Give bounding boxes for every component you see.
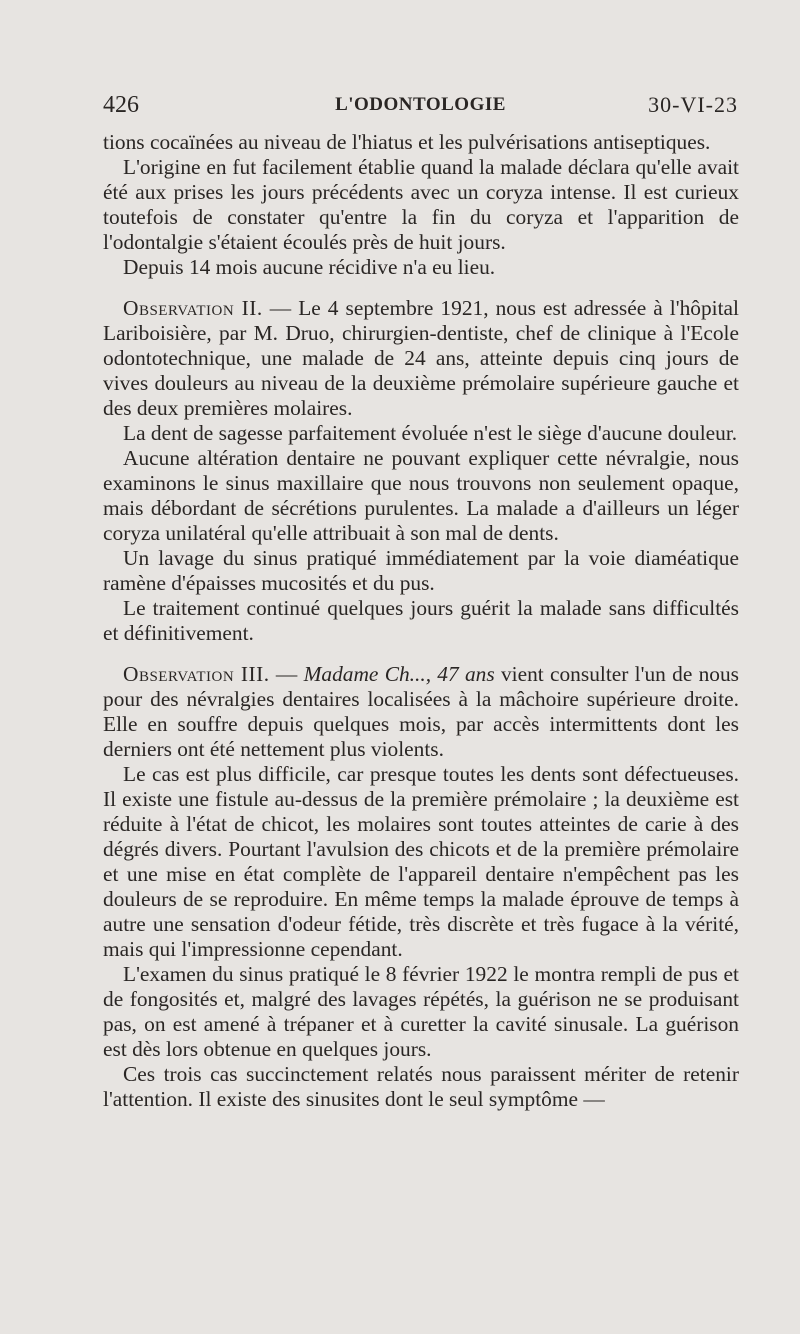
observation-2 <box>103 296 739 421</box>
observation-label: Observation III. <box>123 662 270 686</box>
paragraph: Aucune altération dentaire ne pouvant expliquer cette névralgie, nous examinons le sinus maxillaire que nous trouvons non seulement opaque, mais débordant de sécrétions purulentes. La malade a d'ailleurs un léger coryza unilatéral qu'elle attribuait à son mal de dents. <box>103 446 739 545</box>
page-number: 426 <box>103 92 139 118</box>
observation-label: Observation II. <box>123 296 263 320</box>
paragraph: Ces trois cas succinctement relatés nous paraissent mériter de retenir l'attention. Il existe des sinusites dont le seul symptôme — <box>103 1062 739 1111</box>
observation-text: — Le 4 septembre 1921, nous est adressée à l'hôpital Lariboisière, par M. Druo, chirurgien-dentiste, chef de clinique à l'Ecole odontotechnique, une malade de 24 ans, atteinte depuis cinq jours de vives douleurs au niveau de la deuxième prémolaire supérieure gauche et des deux premières molaires. <box>103 296 739 420</box>
patient-name: Madame Ch..., 47 ans <box>303 662 495 686</box>
observation-3 <box>103 662 739 762</box>
journal-title: L'ODONTOLOGIE <box>335 94 506 115</box>
paragraph: tions cocaïnées au niveau de l'hiatus et les pulvérisations antiseptiques. <box>103 130 711 154</box>
issue-date: 30-VI-23 <box>648 92 738 117</box>
paragraph: Le cas est plus difficile, car presque toutes les dents sont défectueuses. Il existe une fistule au-dessus de la première prémolaire ; la deuxième est réduite à l'état de chicot, les molaires sont toutes atteintes de carie à des dégrés divers. Pourtant l'avulsion des chicots et de la première prémolaire et une mise en état complète de l'appareil dentaire n'empêchent pas les douleurs de se reproduire. En même temps la malade éprouve de temps à autre une sensation d'odeur fétide, très discrète et très fugace à la vérité, mais qui l'impressionne cependant. <box>103 762 739 961</box>
paragraph: L'origine en fut facilement établie quand la malade déclara qu'elle avait été aux prises les jours précédents avec un coryza intense. Il est curieux toutefois de constater qu'entre la fin du coryza et l'apparition de l'odontalgie s'étaient écoulés près de huit jours. <box>103 155 739 254</box>
paragraph: La dent de sagesse parfaitement évoluée n'est le siège d'aucune douleur. <box>123 421 738 445</box>
paragraph: L'examen du sinus pratiqué le 8 février 1922 le montra rempli de pus et de fongosités et, malgré des lavages répétés, la guérison ne se produisant pas, on est amené à trépaner et à curetter la cavité sinusale. La guérison est dès lors obtenue en quelques jours. <box>103 962 739 1061</box>
observation-text: vient consulter l'un de nous pour des névralgies dentaires localisées à la mâchoire supérieure droite. Elle en souffre depuis quelques mois, par accès intermittents dont les derniers ont été nettement plus violents. <box>103 662 739 761</box>
observation-dash: — <box>269 662 304 686</box>
paragraph: Le traitement continué quelques jours guérit la malade sans difficultés et définitivement. <box>103 596 739 645</box>
body-text <box>103 130 739 1112</box>
running-header <box>103 92 738 126</box>
paragraph: Depuis 14 mois aucune récidive n'a eu lieu. <box>123 255 496 279</box>
paragraph: Un lavage du sinus pratiqué immédiatement par la voie diaméatique ramène d'épaisses mucosités et du pus. <box>103 546 739 595</box>
